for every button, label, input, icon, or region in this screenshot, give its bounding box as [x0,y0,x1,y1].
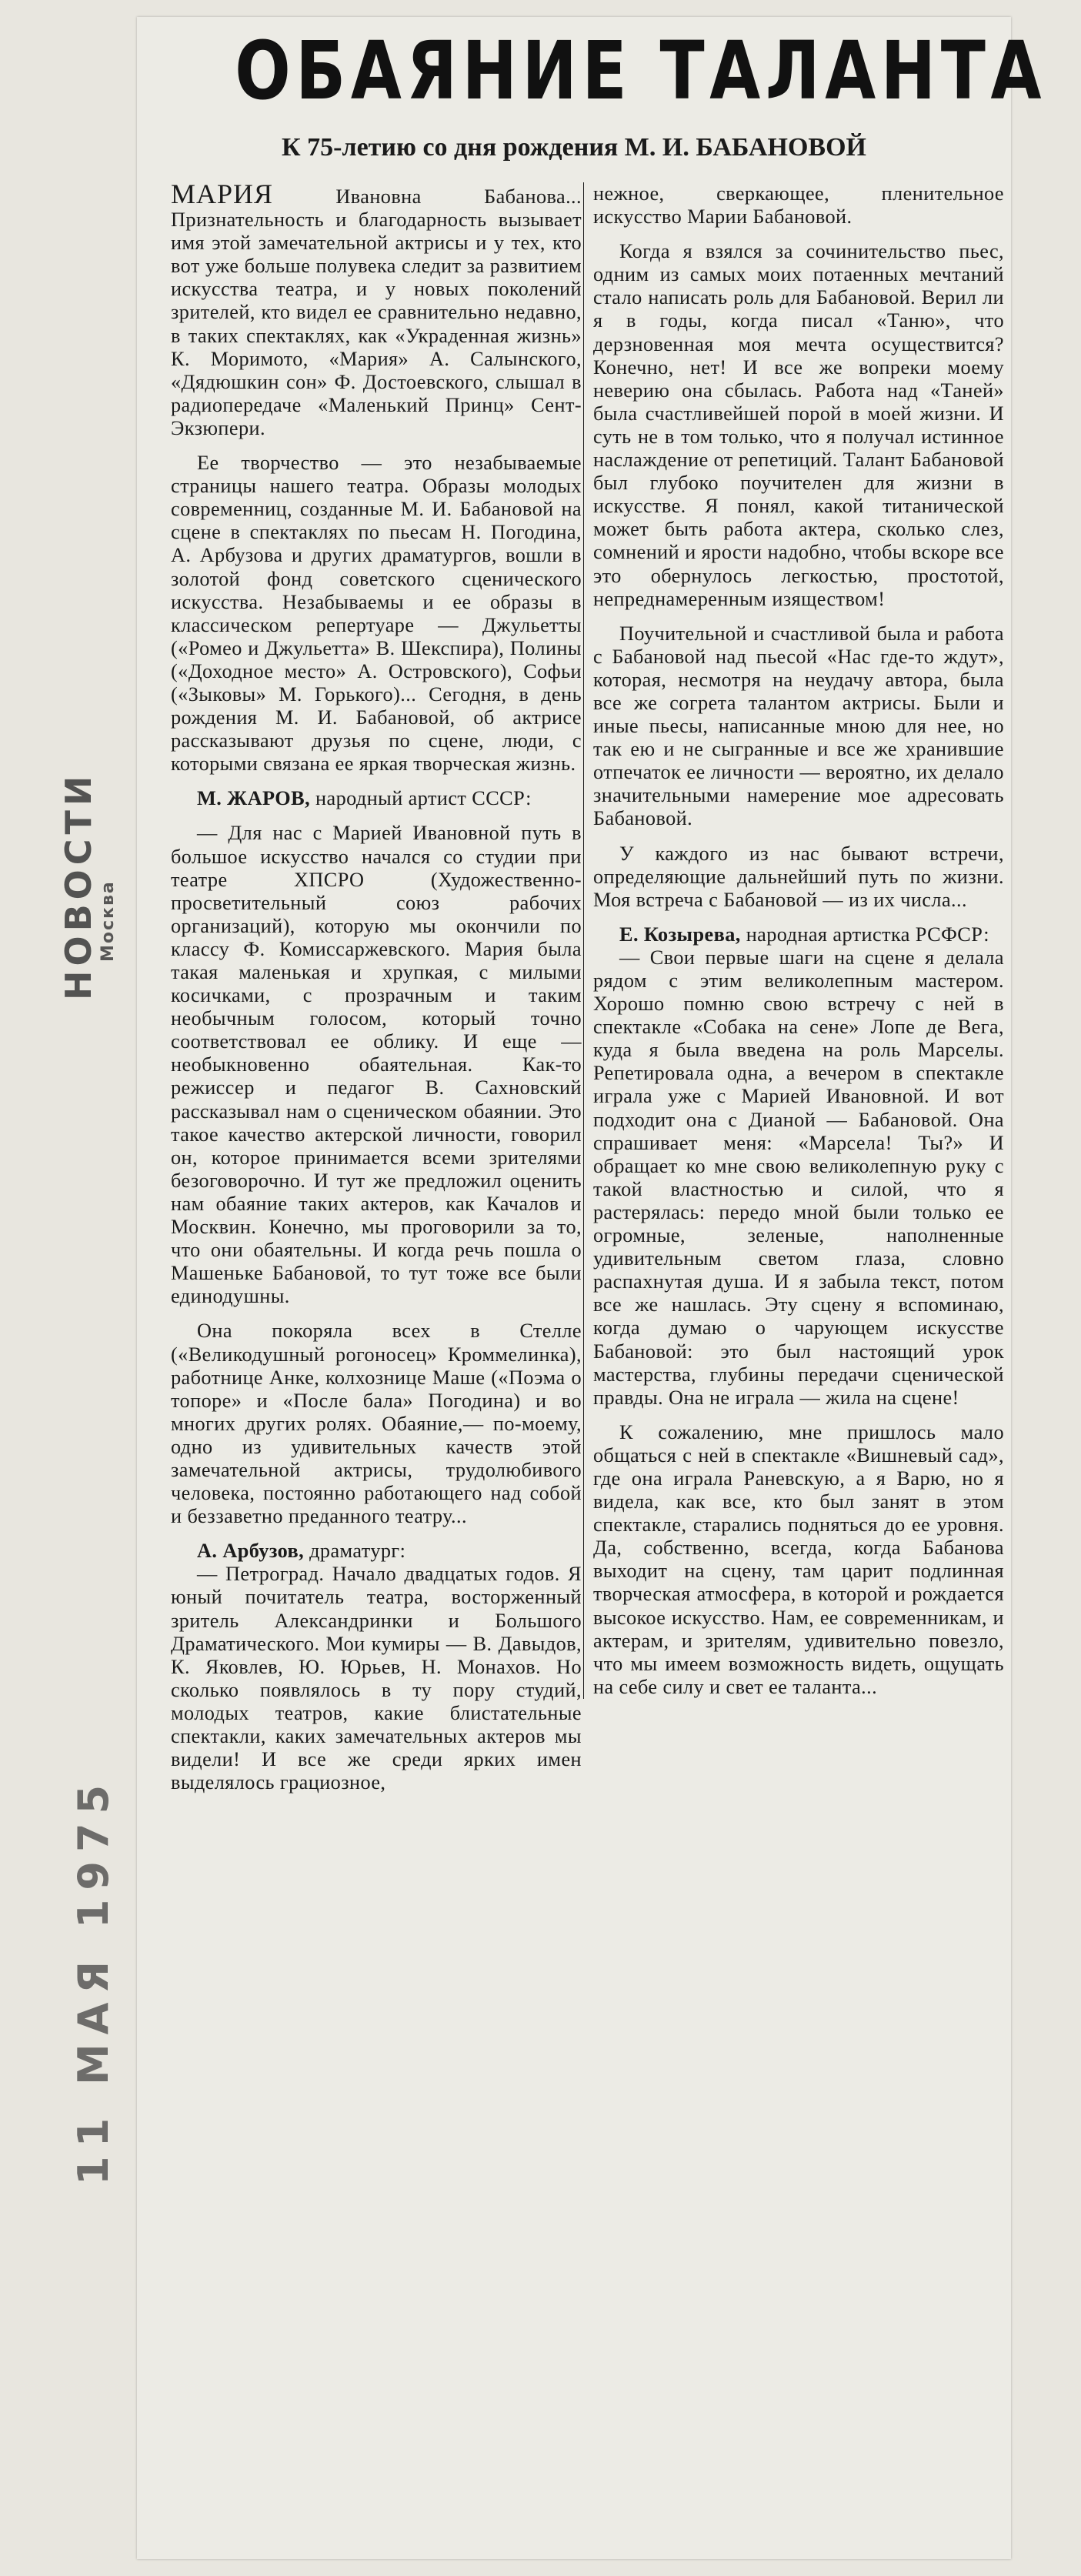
speaker-line [593,923,1004,946]
speaker-name: Е. Козырева, [619,923,741,946]
speaker-name: А. Арбузов, [197,1540,305,1563]
speaker-title: народный артист СССР: [315,787,532,810]
column-right [583,182,1004,1699]
paragraph: К сожалению, мне пришлось мало общаться с ней в спектакле «Вишневый сад», где она играла Раневскую, а я Варю, но я видела, как все, кто был занят в этом спектакле, старались подняться до ее уровня. Да, собственно, всегда, когда Бабанова выходит на сцену, там царит подлинная творческая атмосфера, в которой и рождается высокое искусство. Нам, ее современникам, и актерам, и зрителям, удивительно повезло, что мы имеем возможность видеть, ощущать на себе силу и свет ее таланта... [593,1420,1004,1698]
paragraph: Ее творчество — это незабываемые страницы нашего театра. Образы молодых современниц, созданные М. И. Бабановой на сцене в спектаклях по пьесам Н. Погодина, А. Арбузова и других драматургов, вошли в золотой фонд советского сценического искусства. Незабываемы и ее образы в классическом репертуаре — Джульетты («Ромео и Джульетта» В. Шекспира), Полины («Доходное место» А. Островского), Софьи («Зыковы» М. Горького)... Сегодня, в день рождения М. И. Бабановой, об актрисе рассказывают друзья по сцене, люди, с которыми связана ее яркая творческая жизнь. [171,452,582,776]
dropcap: МАРИЯ [171,179,274,209]
paragraph: — Для нас с Марией Ивановной путь в большое искусство начался со студии при театре ХПСРО (Художественно-просветительный союз рабочих организаций), которую мы окончили по классу Ф. Комиссаржевского. Мария была такая маленькая и хрупкая, с милыми косичками, с прозрачным и таким необычным голосом, который точно соответствовал ее облику. И еще — необыкновенно обаятельная. Как-то режиссер и педагог В. Сахновский рассказывал нам о сценическом обаянии. Это такое качество актерской личности, говорил он, которое принимается всеми зрителями безоговорочно. И тут же предложил оценить нам обаяние таких актеров, как Качалов и Москвин. Конечно, мы проговорили за то, что они обаятельны. И когда речь пошла о Машеньке Бабановой, то тут тоже все были единодушны. [171,822,582,1308]
paragraph: МАРИЯ Ивановна Бабанова... Признательность и благодарность вызывает имя этой замечательной актрисы и у тех, кто вот уже больше полувека следит за развитием искусства театра, и у новых поколений зрителей, кто видел ее сравнительно недавно, в таких спектаклях, как «Украденная жизнь» К. Моримото, «Мария» А. Салынского, «Дядюшкин сон» Ф. Достоевского, слышал в радиопередаче «Маленький Принц» Сент-Экзюпери. [171,179,582,439]
paragraph: Поучительной и счастливой была и работа с Бабановой над пьесой «Нас где-то ждут», которая, несмотря на неудачу автора, была все же согрета талантом актрисы. Были и иные пьесы, написанные мною для нее, но так ею и не сыгранные и все же хранившие отпечаток ее личности — вероятно, их делало значительными намерение мое адресовать Бабановой. [593,622,1004,830]
subheadline: К 75-летию со дня рождения М. И. БАБАНОВОЙ [282,133,866,162]
paragraph: Когда я взялся за сочинительство пьес, одним из самых моих потаенных мечтаний стало написать роль для Бабановой. Верил ли я в годы, когда писал «Таню», что дерзновенная моя мечта осуществится? Конечно, нет! И все же вопреки моему неверию она сбылась. Работа над «Таней» была счастливейшей порой в моей жизни. И суть не в том только, что я получал истинное наслаждение от репетиций. Талант Бабановой был глубоко поучителен для жизни в искусстве. Я понял, какой титанической может быть работа актера, сколько слез, сомнений и ярости надобно, чтобы вскоре все это обернулось легкостью, простотой, непреднамеренным изяществом! [593,240,1004,610]
stamp-source: НОВОСТИ [58,771,99,1000]
headline: ОБАЯНИЕ ТАЛАНТА [235,24,1047,118]
paragraph: нежное, сверкающее, пленительное искусство Марии Бабановой. [593,182,1004,229]
speaker-line [171,1540,582,1563]
newspaper-clipping [137,17,1047,2559]
column-left [171,179,582,1794]
speaker-name: М. ЖАРОВ, [197,787,311,810]
paragraph: Она покоряла всех в Стелле («Великодушный рогоносец» Кроммелинка), работнице Анке, колхознице Маше («Поэма о топоре» и «После бала» Погодина) и во многих других ролях. Обаяние,— по-моему, одно из удивительных качеств этой замечательной актрисы, трудолюбивого человека, постоянно работающего над собой и беззаветно преданного театру... [171,1320,582,1528]
paragraph: — Петроград. Начало двадцатых годов. Я юный почитатель театра, восторженный зритель Александринки и Большого Драматического. Мои кумиры — В. Давыдов, К. Яковлев, Ю. Юрьев, Н. Монахов. Но сколько появлялось в ту пору студий, молодых театров, какие блистательные спектакли, каких замечательных актеров мы видели! И все же среди ярких имен выделялось грациозное, [171,1563,582,1794]
stamp-city: Москва [98,880,118,962]
speaker-title: народная артистка РСФСР: [746,923,989,946]
speaker-title: драматург: [309,1540,406,1563]
speaker-line [171,787,582,810]
stamp-date: 11 МАЯ 1975 [69,1775,118,2185]
paragraph: — Свои первые шаги на сцене я делала рядом с этим великолепным мастером. Хорошо помню свою встречу с ней в спектакле «Собака на сене» Лопе де Вега, куда я была введена на роль Марселы. Репетировала одна, а вечером в спектакле играла уже с Марией Ивановной. И вот подходит она с Дианой — Бабановой. Она спрашивает меня: «Марсела! Ты?» И обращает ко мне свою великолепную руку с такой властностью и силой, что я растерялась: передо мной были только ее огромные, зеленые, наполненные удивительным светом глаза, словно распахнутая душа. И я забыла текст, потом все же нашлась. Эту сцену я вспоминаю, когда думаю о чарующем искусстве Бабановой: это был настоящий урок мастерства, глубины передачи сценической правды. Она не играла — жила на сцене! [593,946,1004,1409]
paragraph: У каждого из нас бывают встречи, определяющие дальнейший путь по жизни. Моя встреча с Бабановой — из их числа... [593,842,1004,911]
